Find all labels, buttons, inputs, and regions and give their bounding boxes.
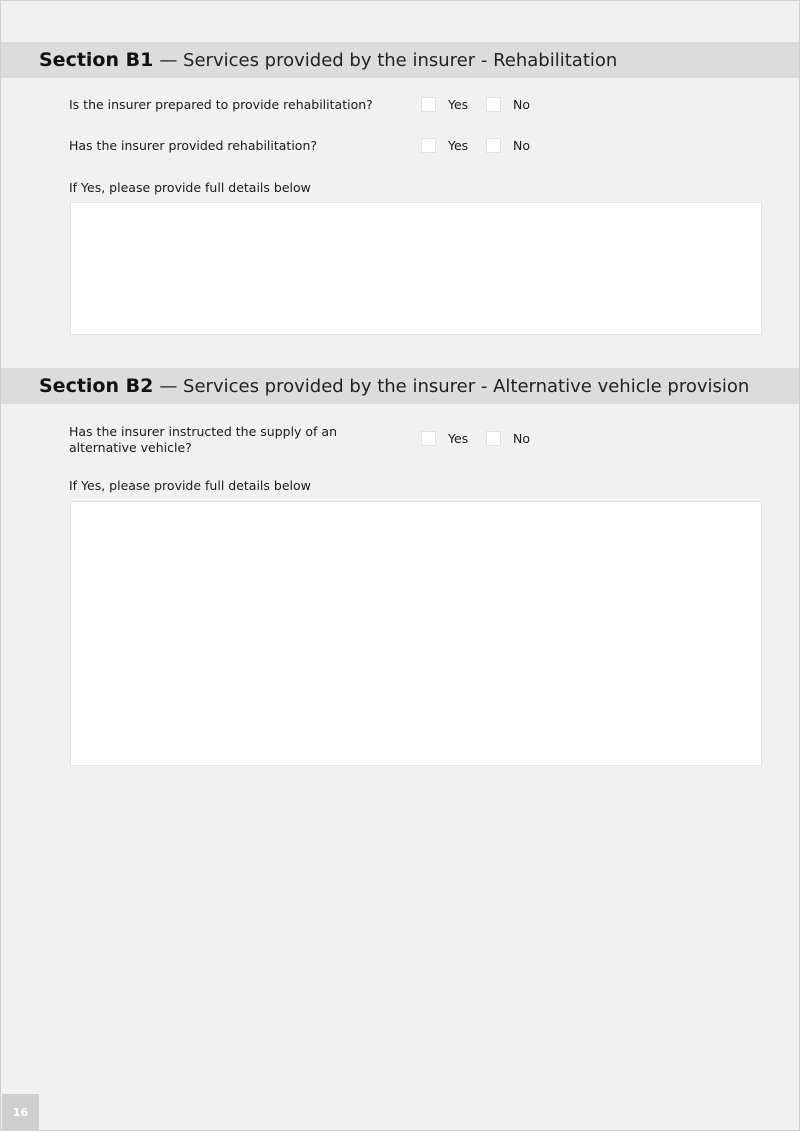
- b2-question-alt-vehicle: [69, 424, 337, 456]
- b1-question-prepared: Is the insurer prepared to provide rehabilitation?: [69, 97, 373, 112]
- b1-provided-no-label: No: [513, 138, 530, 153]
- b2-question-line-1: Has the insurer instructed the supply of an: [69, 424, 338, 439]
- b1-prepared-yes-label: Yes: [448, 97, 469, 112]
- section-b1-header: [1, 42, 799, 78]
- b2-alt-vehicle-no-checkbox[interactable]: [486, 431, 501, 446]
- b1-prepared-no-label: No: [513, 97, 530, 112]
- b1-prepared-yes-checkbox[interactable]: [421, 97, 436, 112]
- b1-prepared-no-checkbox[interactable]: [486, 97, 501, 112]
- b1-details-label: If Yes, please provide full details below: [69, 180, 311, 195]
- b1-provided-yes-option[interactable]: [421, 138, 468, 153]
- b2-details-label: If Yes, please provide full details below: [69, 478, 311, 493]
- b1-question-provided: Has the insurer provided rehabilitation?: [69, 138, 318, 153]
- section-b2-header: [1, 368, 799, 404]
- b2-alt-vehicle-no-label: No: [513, 431, 530, 446]
- b2-alt-vehicle-no-option[interactable]: [486, 431, 530, 446]
- b1-provided-no-option[interactable]: [486, 138, 530, 153]
- b2-alt-vehicle-yes-label: Yes: [448, 431, 469, 446]
- b2-details-textarea[interactable]: [70, 501, 762, 766]
- section-b2-title: — Services provided by the insurer - Alternative vehicle provision: [159, 375, 750, 397]
- b1-provided-yes-label: Yes: [448, 138, 469, 153]
- b1-prepared-no-option[interactable]: [486, 97, 530, 112]
- b2-question-line-2: alternative vehicle?: [69, 440, 192, 455]
- b1-details-textarea[interactable]: [70, 202, 762, 335]
- section-b1-title: — Services provided by the insurer - Rehabilitation: [159, 49, 618, 71]
- b2-alt-vehicle-yes-option[interactable]: [421, 431, 468, 446]
- b1-provided-yes-checkbox[interactable]: [421, 138, 436, 153]
- b2-alt-vehicle-yes-checkbox[interactable]: [421, 431, 436, 446]
- section-b1-code: Section B1: [39, 49, 154, 71]
- b1-prepared-yes-option[interactable]: [421, 97, 468, 112]
- page-number-badge: 16: [2, 1094, 39, 1131]
- section-b2-code: Section B2: [39, 375, 154, 397]
- b1-provided-no-checkbox[interactable]: [486, 138, 501, 153]
